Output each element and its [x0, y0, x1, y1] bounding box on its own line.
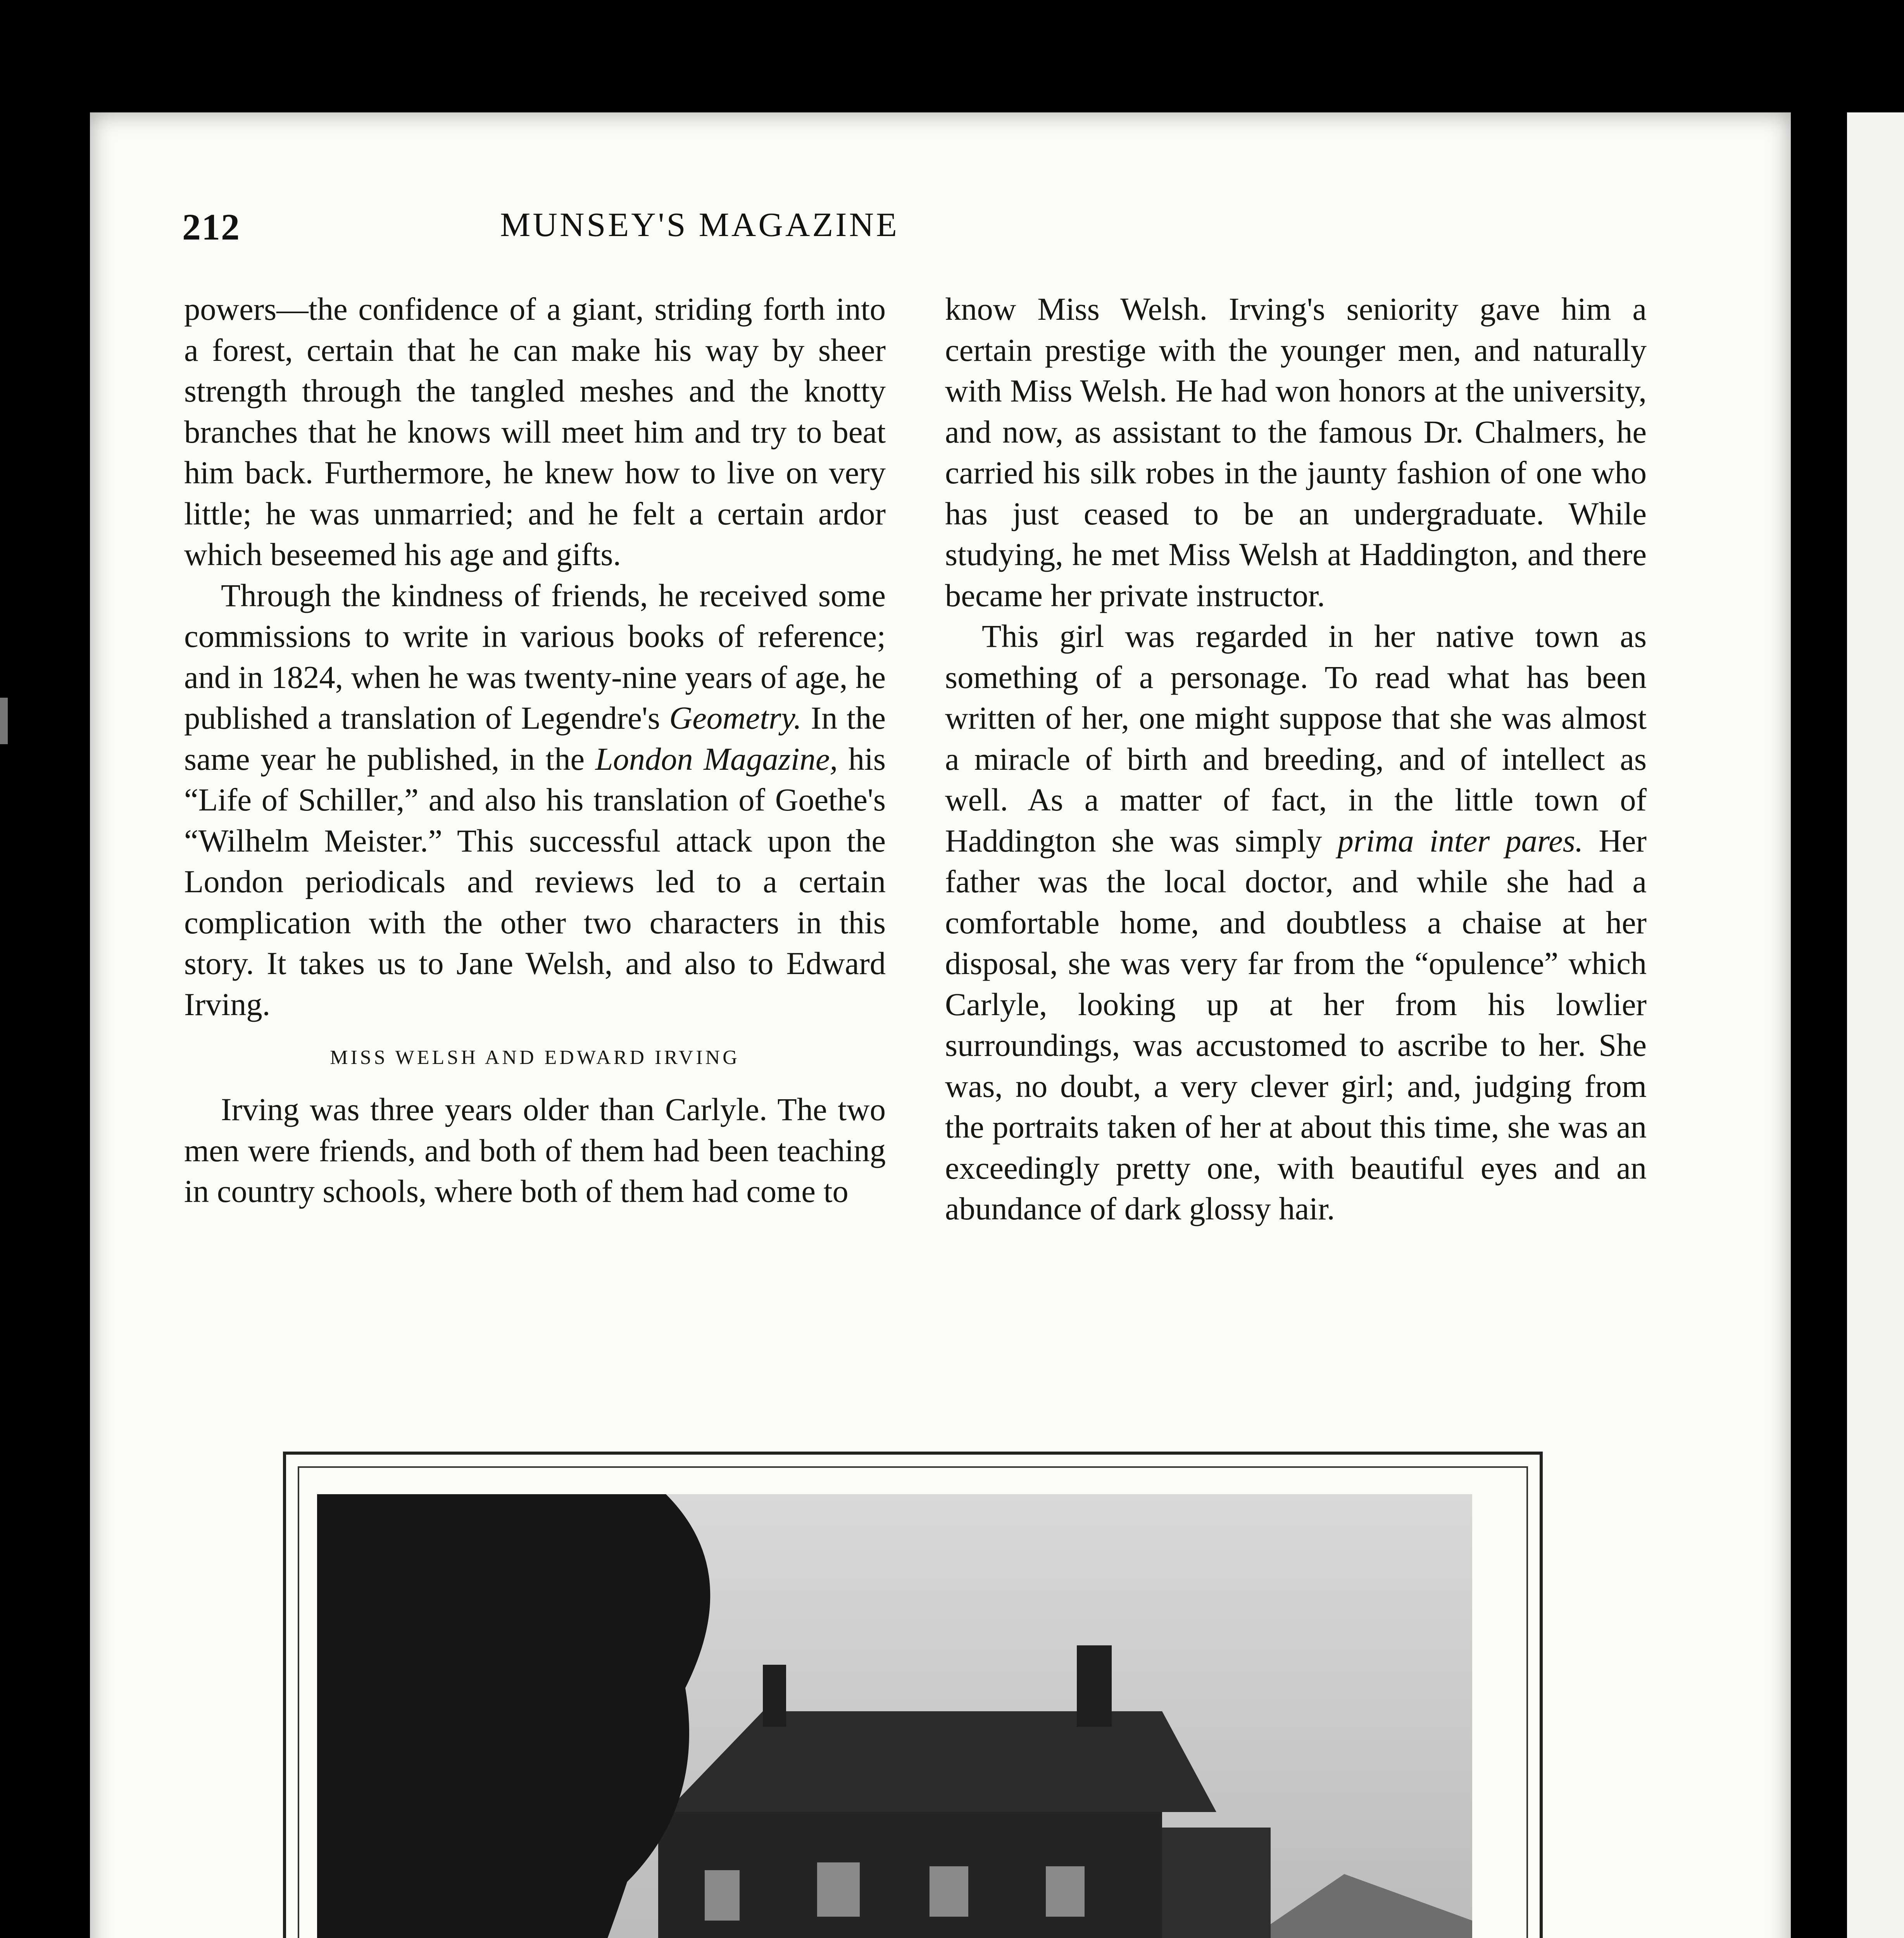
running-title: MUNSEY'S MAGAZINE — [500, 206, 899, 244]
page-number: 212 — [182, 206, 240, 248]
page-header — [182, 205, 1163, 260]
paragraph: Irving was three years older than Carlyle. The two men were friends, and both of them had been teaching in country schools, where both of them had come to — [184, 1091, 886, 1209]
paragraph-text: his “Life of Schiller,” and also his translation of Goethe's “Wilhelm Meister.” This successful attack upon the London periodicals and reviews led to a certain complication with the other two characters in this story. It takes us to Jane Welsh, and also to Edward Irving. — [184, 741, 886, 1022]
scan-margin-mark — [0, 698, 8, 744]
paragraph-text: In the same year he published, in the — [184, 700, 886, 777]
italic-title: Geometry. — [669, 700, 802, 736]
section-subheading: MISS WELSH AND EDWARD IRVING — [330, 1047, 740, 1069]
illustration-plate — [283, 1452, 1543, 1938]
italic-phrase: prima inter pares. — [1337, 822, 1583, 859]
paragraph: powers—the confidence of a giant, striding forth into a forest, certain that he can make his way by sheer strength through the tangled meshes and the knotty branches that he knows will meet him and try to beat him back. Furthermore, he knew how to live on very little; he was unmarried; and he felt a certain ardor which beseemed his age and gifts. — [184, 291, 886, 572]
paragraph-text: This girl was regarded in her native town as something of a personage. To read what has been written of her, one might suppose that she was almost a miracle of birth and breeding, and of intellect as well. As a matter of fact, in the little town of Haddington she was simply — [945, 618, 1647, 859]
paragraph: know Miss Welsh. Irving's seniority gave him a certain prestige with the younger men, and naturally with Miss Welsh. He had won honors at the university, and now, as assistant to the famous Dr. Chalmers, he carried his silk robes in the jaunty fashion of one who has just ceased to be an undergraduate. While studying, he met Miss Welsh at Haddington, and there became her private instructor. — [945, 291, 1647, 613]
farmhouse-illustration — [317, 1494, 1472, 1938]
left-column — [184, 289, 886, 1212]
paragraph — [184, 575, 886, 1025]
adjacent-page-edge — [1835, 112, 1904, 1938]
paragraph-text: Through the kindness of friends, he received some commissions to write in various books of reference; and in 1824, when he was twenty-nine years of age, he published a translation of Legendre's — [184, 577, 886, 736]
paragraph — [945, 616, 1647, 1229]
italic-title: London Magazine, — [595, 741, 838, 777]
right-column — [945, 289, 1647, 1229]
paragraph-text: Her father was the local doctor, and while she had a comfortable home, and doubtless a chaise at her disposal, she was very far from the “opulence” which Carlyle, looking up at her from his lowlier surroundings, was accustomed to ascribe to her. She was, no doubt, a very clever girl; and, judging from the portraits taken of her at about this time, she was an exceedingly pretty one, with beautiful eyes and an abundance of dark glossy hair. — [945, 822, 1647, 1226]
